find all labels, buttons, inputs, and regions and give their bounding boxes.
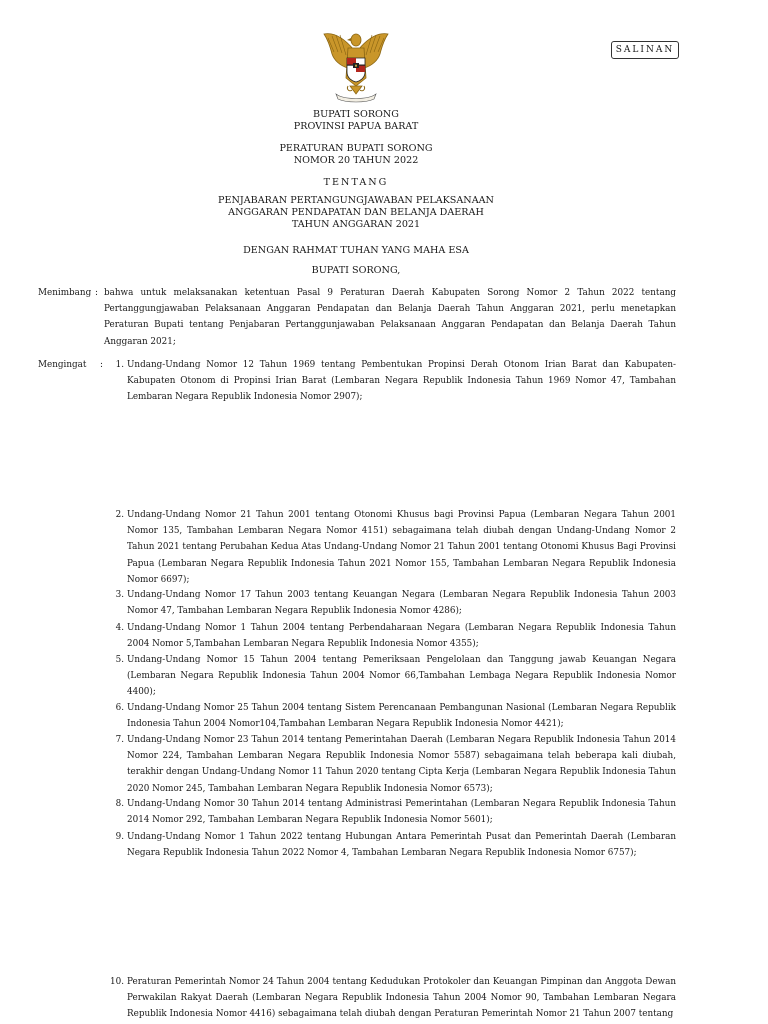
item-text: Peraturan Pemerintah Nomor 24 Tahun 2004 tentang Kedudukan Protokoler dan Keuangan Pimpinan dan Anggota Dewan Perwakilan Rakyat Daerah (Lembaran Negara Republik Indonesia Tahun 2004 Nomor 90, Tambahan Lembaran Negara Republik Indonesia Nomor 4416) sebagaimana telah diubah dengan Peraturan Pemerintah Nomor 21 Tahun 2007 tentang [127,977,676,1020]
item-number: 3. [115,590,124,600]
tentang-heading: TENTANG [323,177,389,188]
item-text: Undang-Undang Nomor 21 Tahun 2001 tentang Otonomi Khusus bagi Provinsi Papua (Lembaran Negara Tahun 2001 Nomor 135, Tambahan Lembaran Negara Nomor 4151) sebagaimana telah diubah dengan Undang-Undang Nomor 2 Tahun 2021 tentang Perubahan Kedua Atas Undang-Undang Nomor 21 Tahun 2001 tentang Otonomi Khusus Bagi Provinsi Papua (Lembaran Negara Republik Indonesia Tahun 2021 Nomor 155, Tambahan Lembaran Negara Republik Indonesia Nomor 6697); [127,510,676,585]
menimbang-colon: : [95,288,98,298]
garuda-emblem-icon [320,28,392,104]
menimbang-label: Menimbang [38,288,92,298]
item-number: 9. [115,832,124,842]
mengingat-label: Mengingat [38,360,87,370]
item-text: Undang-Undang Nomor 15 Tahun 2004 tentang Pemeriksaan Pengelolaan dan Tanggung jawab Keuangan Negara (Lembaran Negara Republik Indonesia Tahun 2004 Nomor 66,Tambahan Lembaga Negara Republik Indonesia Nomor 4400); [127,655,676,698]
item-number: 5. [115,655,124,665]
item-text: Undang-Undang Nomor 30 Tahun 2014 tentang Administrasi Pemerintahan (Lembaran Negara Republik Indonesia Tahun 2014 Nomor 292, Tambahan Lembaran Negara Republik Indonesia Nomor 5601); [127,799,676,826]
regulation-number: NOMOR 20 TAHUN 2022 [293,155,419,166]
rahmat-line: DENGAN RAHMAT TUHAN YANG MAHA ESA [243,245,469,256]
item-number: 1. [115,360,124,370]
item-text: Undang-Undang Nomor 1 Tahun 2004 tentang Perbendaharaan Negara (Lembaran Negara Republik Indonesia Tahun 2004 Nomor 5,Tambahan Lembaran Negara Republik Indonesia Nomor 4355); [127,623,676,650]
item-number: 7. [115,735,124,745]
subject-line-2: ANGGARAN PENDAPATAN DAN BELANJA DAERAH [228,207,484,218]
item-text: Undang-Undang Nomor 17 Tahun 2003 tentang Keuangan Negara (Lembaran Negara Republik Indonesia Tahun 2003 Nomor 47, Tambahan Lembaran Negara Republik Indonesia Nomor 4286); [127,590,676,617]
item-number: 4. [115,623,124,633]
item-number: 10. [110,977,124,987]
bupati-heading: BUPATI SORONG, [311,265,401,276]
item-number: 6. [115,703,124,713]
item-text: Undang-Undang Nomor 12 Tahun 1969 tentang Pembentukan Propinsi Derah Otonom Irian Barat dan Kabupaten-Kabupaten Otonom di Propinsi Irian Barat (Lembaran Negara Republik Indonesia Tahun 1969 Nomor 47, Tambahan Lembaran Negara Republik Indonesia Nomor 2907); [127,360,676,403]
item-text: Undang-Undang Nomor 1 Tahun 2022 tentang Hubungan Antara Pemerintah Pusat dan Pemerintah Daerah (Lembaran Negara Republik Indonesia Tahun 2022 Nomor 4, Tambahan Lembaran Negara Republik Indonesia Nomor 6757); [127,832,676,859]
regent-title: BUPATI SORONG [313,109,399,120]
subject-line-3: TAHUN ANGGARAN 2021 [291,219,421,230]
mengingat-colon: : [100,360,103,370]
item-text: Undang-Undang Nomor 25 Tahun 2004 tentang Sistem Perencanaan Pembangunan Nasional (Lembaran Negara Republik Indonesia Tahun 2004 Nomor104,Tambahan Lembaran Negara Republik Indonesia Nomor 4421); [127,703,676,730]
regulation-title: PERATURAN BUPATI SORONG [279,143,433,154]
salinan-badge: SALINAN [611,41,679,59]
item-number: 2. [115,510,124,520]
menimbang-text: bahwa untuk melaksanakan ketentuan Pasal 9 Peraturan Daerah Kabupaten Sorong Nomor 2 Tahun 2022 tentang Pertanggungjawaban Pelaksanaan Anggaran Pendapatan dan Belanja Daerah Tahun Anggaran 2021, perlu menetapkan Peraturan Bupati tentang Penjabaran Pertanggunjawaban Pelaksanaan Anggaran Pendapatan dan Belanja Daerah Tahun Anggaran 2021; [104,288,676,347]
subject-line-1: PENJABARAN PERTANGUNGJAWABAN PELAKSANAAN [218,195,494,206]
item-text: Undang-Undang Nomor 23 Tahun 2014 tentang Pemerintahan Daerah (Lembaran Negara Republik Indonesia Tahun 2014 Nomor 224, Tambahan Lembaran Negara Republik Indonesia Nomor 5587) sebagaimana telah beberapa kali diubah, terakhir dengan Undang-Undang Nomor 11 Tahun 2020 tentang Cipta Kerja (Lembaran Negara Republik Indonesia Tahun 2020 Nomor 245, Tambahan Lembaran Negara Republik Indonesia Nomor 6573); [127,735,676,794]
province-title: PROVINSI PAPUA BARAT [293,121,419,132]
item-number: 8. [115,799,124,809]
